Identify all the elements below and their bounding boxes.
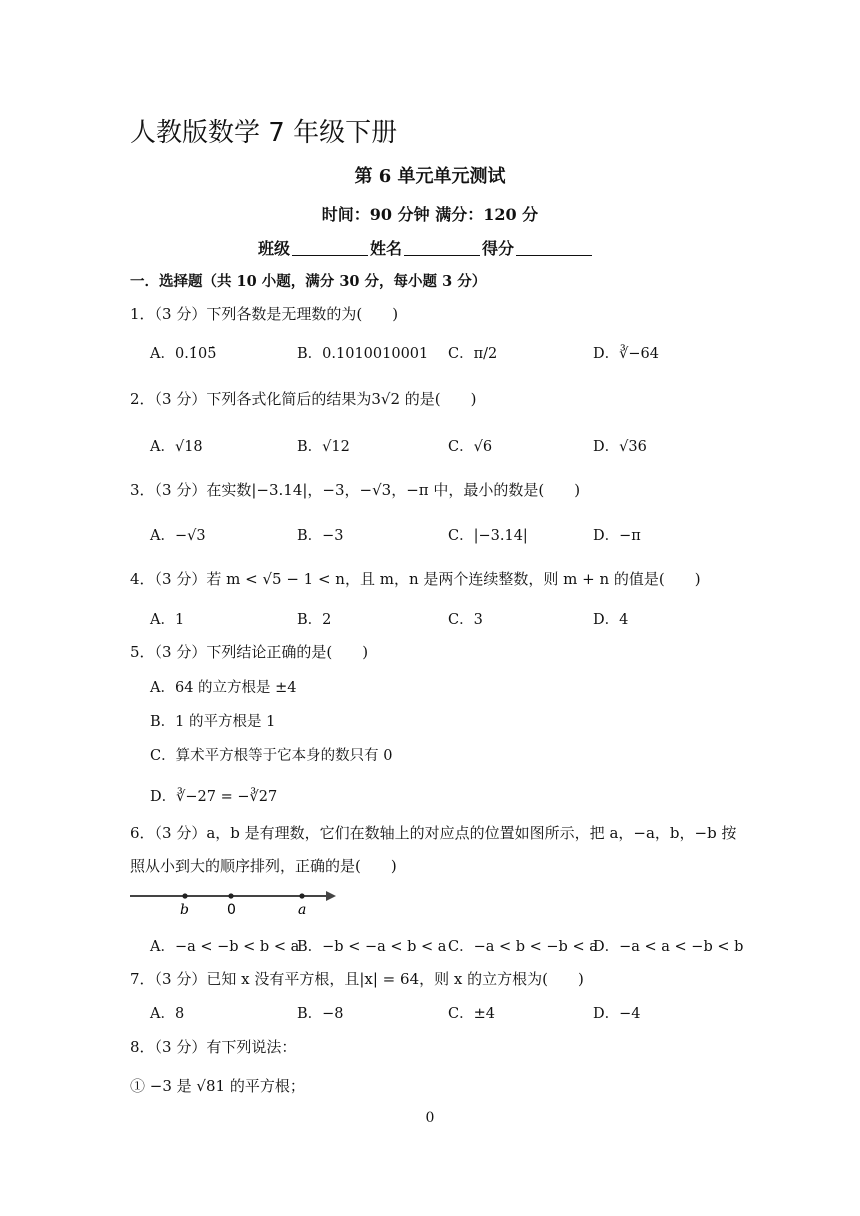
q6-option-c: C．−a < b < −b < a [448,939,598,955]
q6-option-b: B．−b < −a < b < a [297,939,447,955]
score-blank [516,239,592,256]
q5-option-d: D．∛−27 = −∛27 [150,789,278,805]
q5-option-a: A．64 的立方根是 ±4 [150,680,297,696]
q2-option-d: D．√36 [593,439,647,455]
page-number: 0 [425,1110,435,1126]
document-subtitle: 第 6 单元单元测试 [354,166,506,187]
time-score-line: 时间：90 分钟 满分：120 分 [321,205,539,224]
class-blank [292,239,368,256]
question-7-stem: 7．（3 分）已知 x 没有平方根，且|x| = 64，则 x 的立方根为( ) [130,970,584,988]
q3-option-d: D．−π [593,528,641,544]
point-zero [228,893,233,898]
section-heading: 一．选择题（共 10 小题，满分 30 分，每小题 3 分） [130,273,487,290]
q2-option-c: C．√6 [448,439,493,455]
label-a: a [298,902,307,918]
q2-option-b: B．√12 [297,439,350,455]
q4-option-a: A．1 [150,612,185,628]
q4-option-b: B．2 [297,612,332,628]
label-b: b [180,902,189,918]
name-label: 姓名 [370,239,403,258]
question-6-stem-continued: 照从小到大的顺序排列，正确的是( ) [130,857,397,875]
number-line-arrow [326,891,336,901]
q1-option-d: D．∛−64 [593,346,659,362]
q1-option-a: A．0.1̇05̇ [150,346,217,362]
name-blank [404,239,480,256]
q1-option-b: B．0.1010010001 [297,346,429,362]
q7-option-c: C．±4 [448,1006,495,1022]
q3-option-c: C．|−3.14| [448,528,528,544]
question-1-stem: 1．（3 分）下列各数是无理数的为( ) [130,305,399,323]
q5-option-b: B．1 的平方根是 1 [150,714,276,730]
question-6-stem: 6．（3 分）a，b 是有理数，它们在数轴上的对应点的位置如图所示，把 a，−a，b，−b 按 [130,824,737,842]
q4-option-c: C．3 [448,612,483,628]
class-label: 班级 [258,239,291,258]
q7-option-b: B．−8 [297,1006,344,1022]
number-line-figure [128,884,338,918]
point-b [182,893,187,898]
q2-option-a: A．√18 [150,439,203,455]
question-2-stem: 2．（3 分）下列各式化简后的结果为3√2 的是( ) [130,390,477,408]
q6-option-a: A．−a < −b < b < a [150,939,300,955]
q5-option-c: C．算术平方根等于它本身的数只有 0 [150,748,393,764]
student-info-line [258,236,594,259]
q7-option-a: A．8 [150,1006,185,1022]
q6-option-d: D．−a < a < −b < b [593,939,744,955]
document-title: 人教版数学 7 年级下册 [130,118,398,148]
q1-option-c: C．π/2 [448,346,498,362]
question-4-stem: 4．（3 分）若 m < √5 − 1 < n，且 m，n 是两个连续整数，则 m + n 的值是( ) [130,570,701,588]
q3-option-a: A．−√3 [150,528,206,544]
q8-statement-1: ① −3 是 √81 的平方根； [130,1077,305,1095]
label-zero: 0 [227,902,236,918]
score-label: 得分 [482,239,515,258]
question-3-stem: 3．（3 分）在实数|−3.14|，−3，−√3，−π 中，最小的数是( ) [130,481,581,499]
point-a [299,893,304,898]
q7-option-d: D．−4 [593,1006,641,1022]
question-5-stem: 5．（3 分）下列结论正确的是( ) [130,643,369,661]
q3-option-b: B．−3 [297,528,344,544]
q4-option-d: D．4 [593,612,629,628]
question-8-stem: 8．（3 分）有下列说法： [130,1038,297,1056]
